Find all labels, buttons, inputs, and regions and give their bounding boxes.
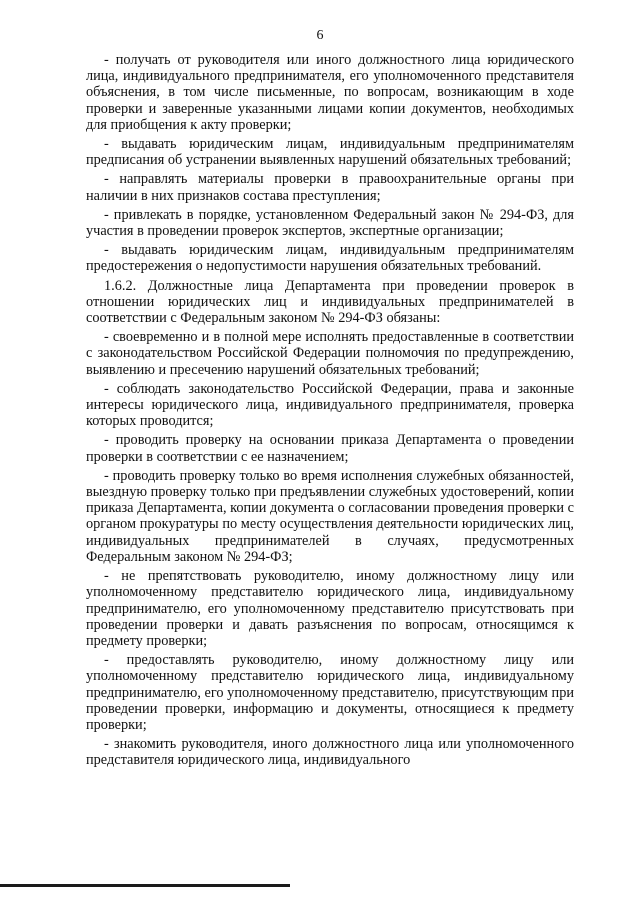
scan-edge-line	[0, 884, 290, 887]
paragraph: - знакомить руководителя, иного должностного лица или уполномоченного представителя юридического лица, индивидуального	[86, 736, 574, 769]
paragraph: - предоставлять руководителю, иному должностному лицу или уполномоченному представителю юридического лица, индивидуальному предпринимателю, его уполномоченному представителю, присутствующим при проведении проверки, информацию и документы, относящиеся к предмету проверки;	[86, 652, 574, 733]
paragraph: - направлять материалы проверки в правоохранительные органы при наличии в них признаков состава преступления;	[86, 171, 574, 204]
paragraph: - выдавать юридическим лицам, индивидуальным предпринимателям предписания об устранении выявленных нарушений обязательных требований;	[86, 136, 574, 169]
paragraph: - проводить проверку только во время исполнения служебных обязанностей, выездную проверку только при предъявлении служебных удостоверений, копии приказа Департамента, копии документа о согласовании проведения проверки с органом прокуратуры по месту осуществления деятельности юридических лиц, индивидуальных предпринимателей в случаях, предусмотренных Федеральным законом № 294-ФЗ;	[86, 467, 574, 565]
paragraph: - соблюдать законодательство Российской Федерации, права и законные интересы юридического лица, индивидуального предпринимателя, проверка которых проводится;	[86, 380, 574, 430]
page-number: 6	[316, 28, 324, 43]
body-text	[86, 52, 574, 769]
paragraph: - проводить проверку на основании приказа Департамента о проведении проверки в соответствии с ее назначением;	[86, 432, 574, 465]
paragraph: - получать от руководителя или иного должностного лица юридического лица, индивидуального предпринимателя, его уполномоченного представителя объяснения, в том числе письменные, по вопросам, возникающим в ходе проверки и заверенные указанными лицами копии документов, необходимых для приобщения к акту проверки;	[86, 52, 574, 133]
paragraph: - не препятствовать руководителю, иному должностному лицу или уполномоченному представителю юридического лица, индивидуальному предпринимателю, его уполномоченному представителю присутствовать при проведении проверки и давать разъяснения по вопросам, относящимся к предмету проверки;	[86, 568, 574, 649]
paragraph: - привлекать в порядке, установленном Федеральный закон № 294-ФЗ, для участия в проведении проверок экспертов, экспертные организации;	[86, 206, 574, 240]
paragraph: - своевременно и в полной мере исполнять предоставленные в соответствии с законодательством Российской Федерации полномочия по предупреждению, выявлению и пресечению нарушений обязательных требований;	[86, 329, 574, 378]
paragraph: - выдавать юридическим лицам, индивидуальным предпринимателям предостережения о недопустимости нарушения обязательных требований.	[86, 242, 574, 275]
paragraph: 1.6.2. Должностные лица Департамента при проведении проверок в отношении юридических лиц и индивидуальных предпринимателей в соответствии с Федеральным законом № 294-ФЗ обязаны:	[86, 277, 574, 327]
